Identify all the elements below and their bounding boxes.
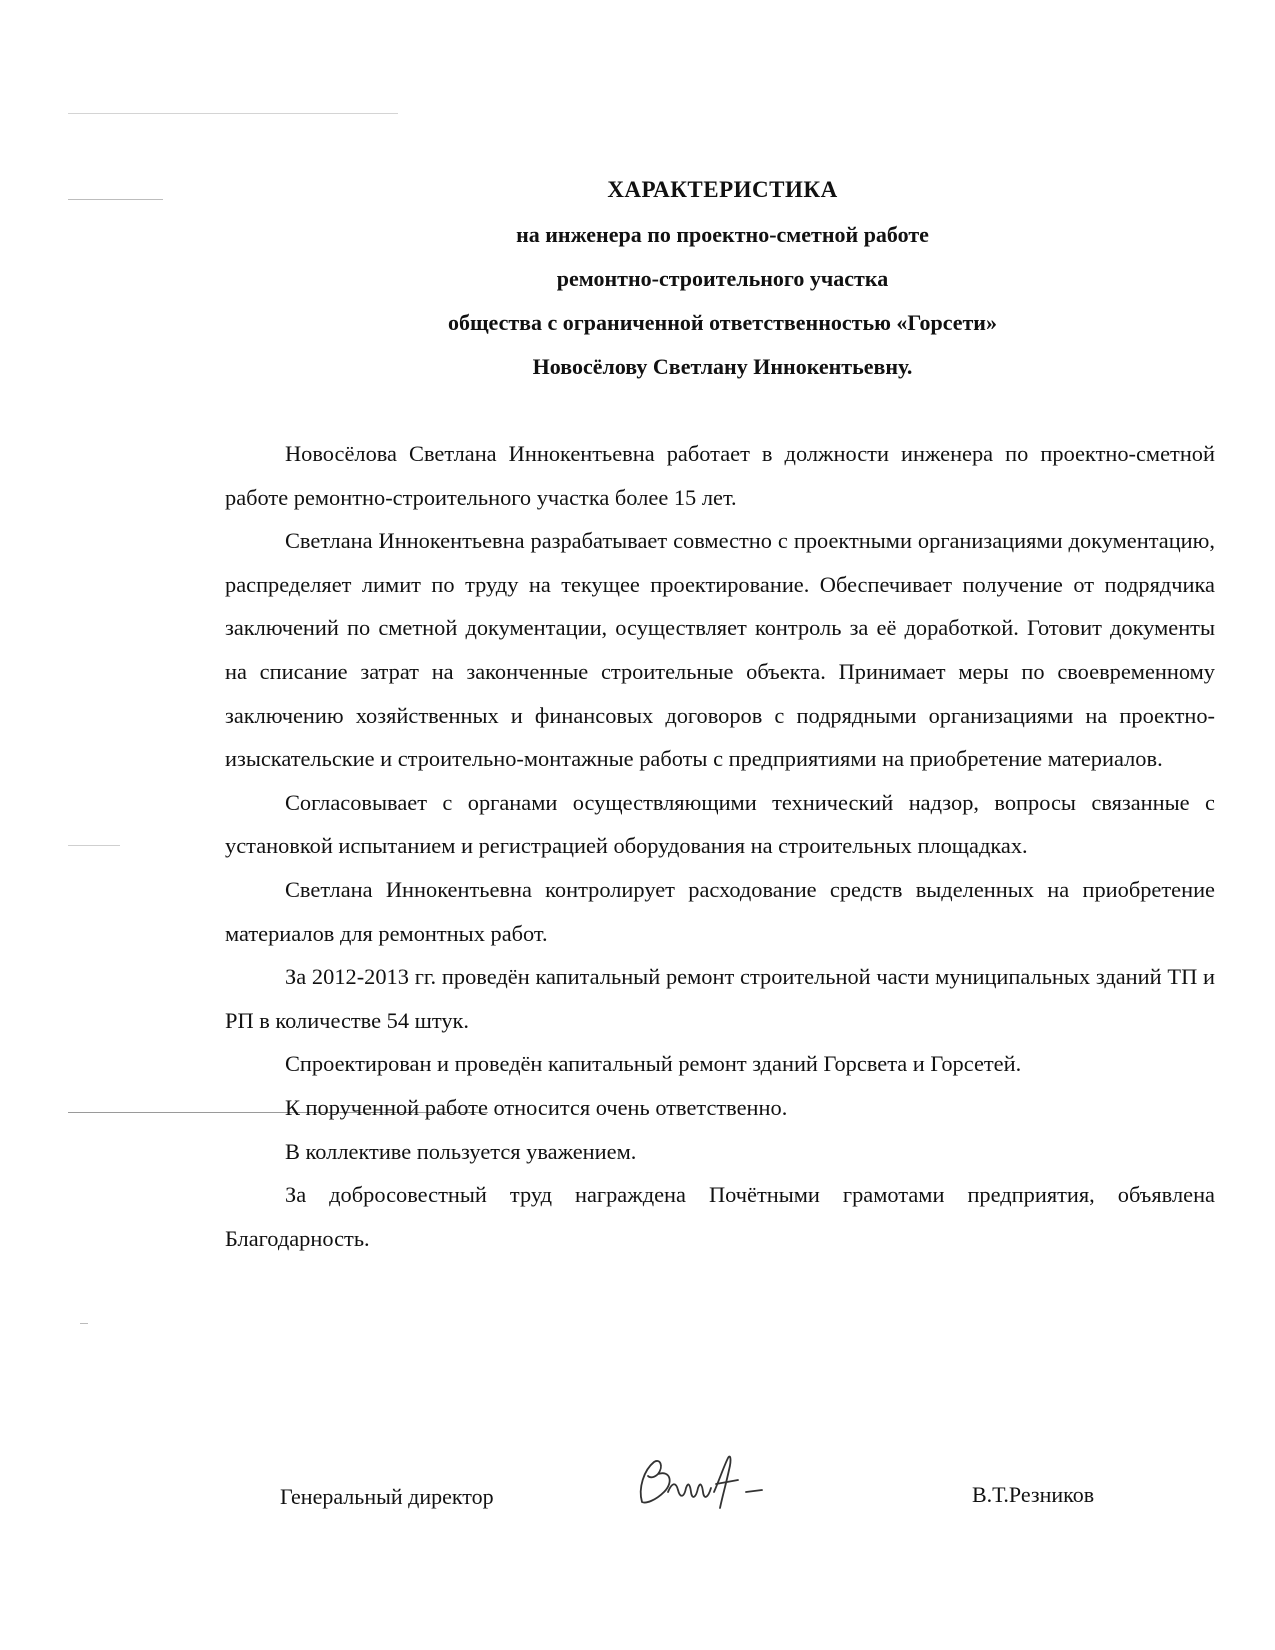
signatory-name: В.Т.Резников bbox=[972, 1482, 1095, 1507]
signatory-position: Генеральный директор bbox=[280, 1484, 494, 1509]
paragraph: Светлана Иннокентьевна разрабатывает совместно с проектными организациями документацию, распределяет лимит по труду на текущее проектирование. Обеспечивает получение от подрядчика заключений по сметной документации, осуществляет контроль за её доработкой. Готовит документы на списание затрат на законченные строительные объекта. Принимает меры по своевременному заключению хозяйственных и финансовых договоров с подрядными организациями на проектно-изыскательские и строительно-монтажные работы с предприятиями на приобретение материалов. bbox=[225, 528, 1215, 772]
scan-artifact-line bbox=[68, 845, 120, 846]
paragraph: Спроектирован и проведён капитальный ремонт зданий Горсвета и Горсетей. bbox=[285, 1051, 1022, 1077]
subtitle-department: ремонтно-строительного участка bbox=[556, 266, 889, 291]
paragraph: В коллективе пользуется уважением. bbox=[285, 1138, 637, 1164]
paragraph: Светлана Иннокентьевна контролирует расходование средств выделенных на приобретение материалов для ремонтных работ. bbox=[225, 876, 1215, 946]
subtitle-position: на инженера по проектно-сметной работе bbox=[516, 222, 929, 247]
subtitle-person-name: Новосёлову Светлану Иннокентьевну. bbox=[532, 354, 913, 379]
signature-block bbox=[0, 1478, 1275, 1528]
subtitle-company: общества с ограниченной ответственностью «Горсети» bbox=[447, 310, 997, 335]
scan-artifact-line bbox=[80, 1323, 88, 1324]
scan-artifact-line bbox=[68, 113, 398, 114]
document-body bbox=[225, 432, 1215, 1260]
paragraph: За 2012-2013 гг. проведён капитальный ремонт строительной части муниципальных зданий ТП и РП в количестве 54 штук. bbox=[225, 964, 1215, 1033]
paragraph: Согласовывает с органами осуществляющими технический надзор, вопросы связанные с установкой испытанием и регистрацией оборудования на строительных площадках. bbox=[225, 789, 1215, 859]
paragraph: За добросовестный труд награждена Почётными грамотами предприятия, объявлена Благодарность. bbox=[225, 1182, 1215, 1251]
paragraph: К порученной работе относится очень ответственно. bbox=[285, 1094, 788, 1120]
document-title: ХАРАКТЕРИСТИКА bbox=[607, 177, 838, 202]
handwritten-signature bbox=[628, 1448, 828, 1518]
paragraph: Новосёлова Светлана Иннокентьевна работает в должности инженера по проектно-сметной работе ремонтно-строительного участка более 15 лет. bbox=[225, 441, 1215, 510]
